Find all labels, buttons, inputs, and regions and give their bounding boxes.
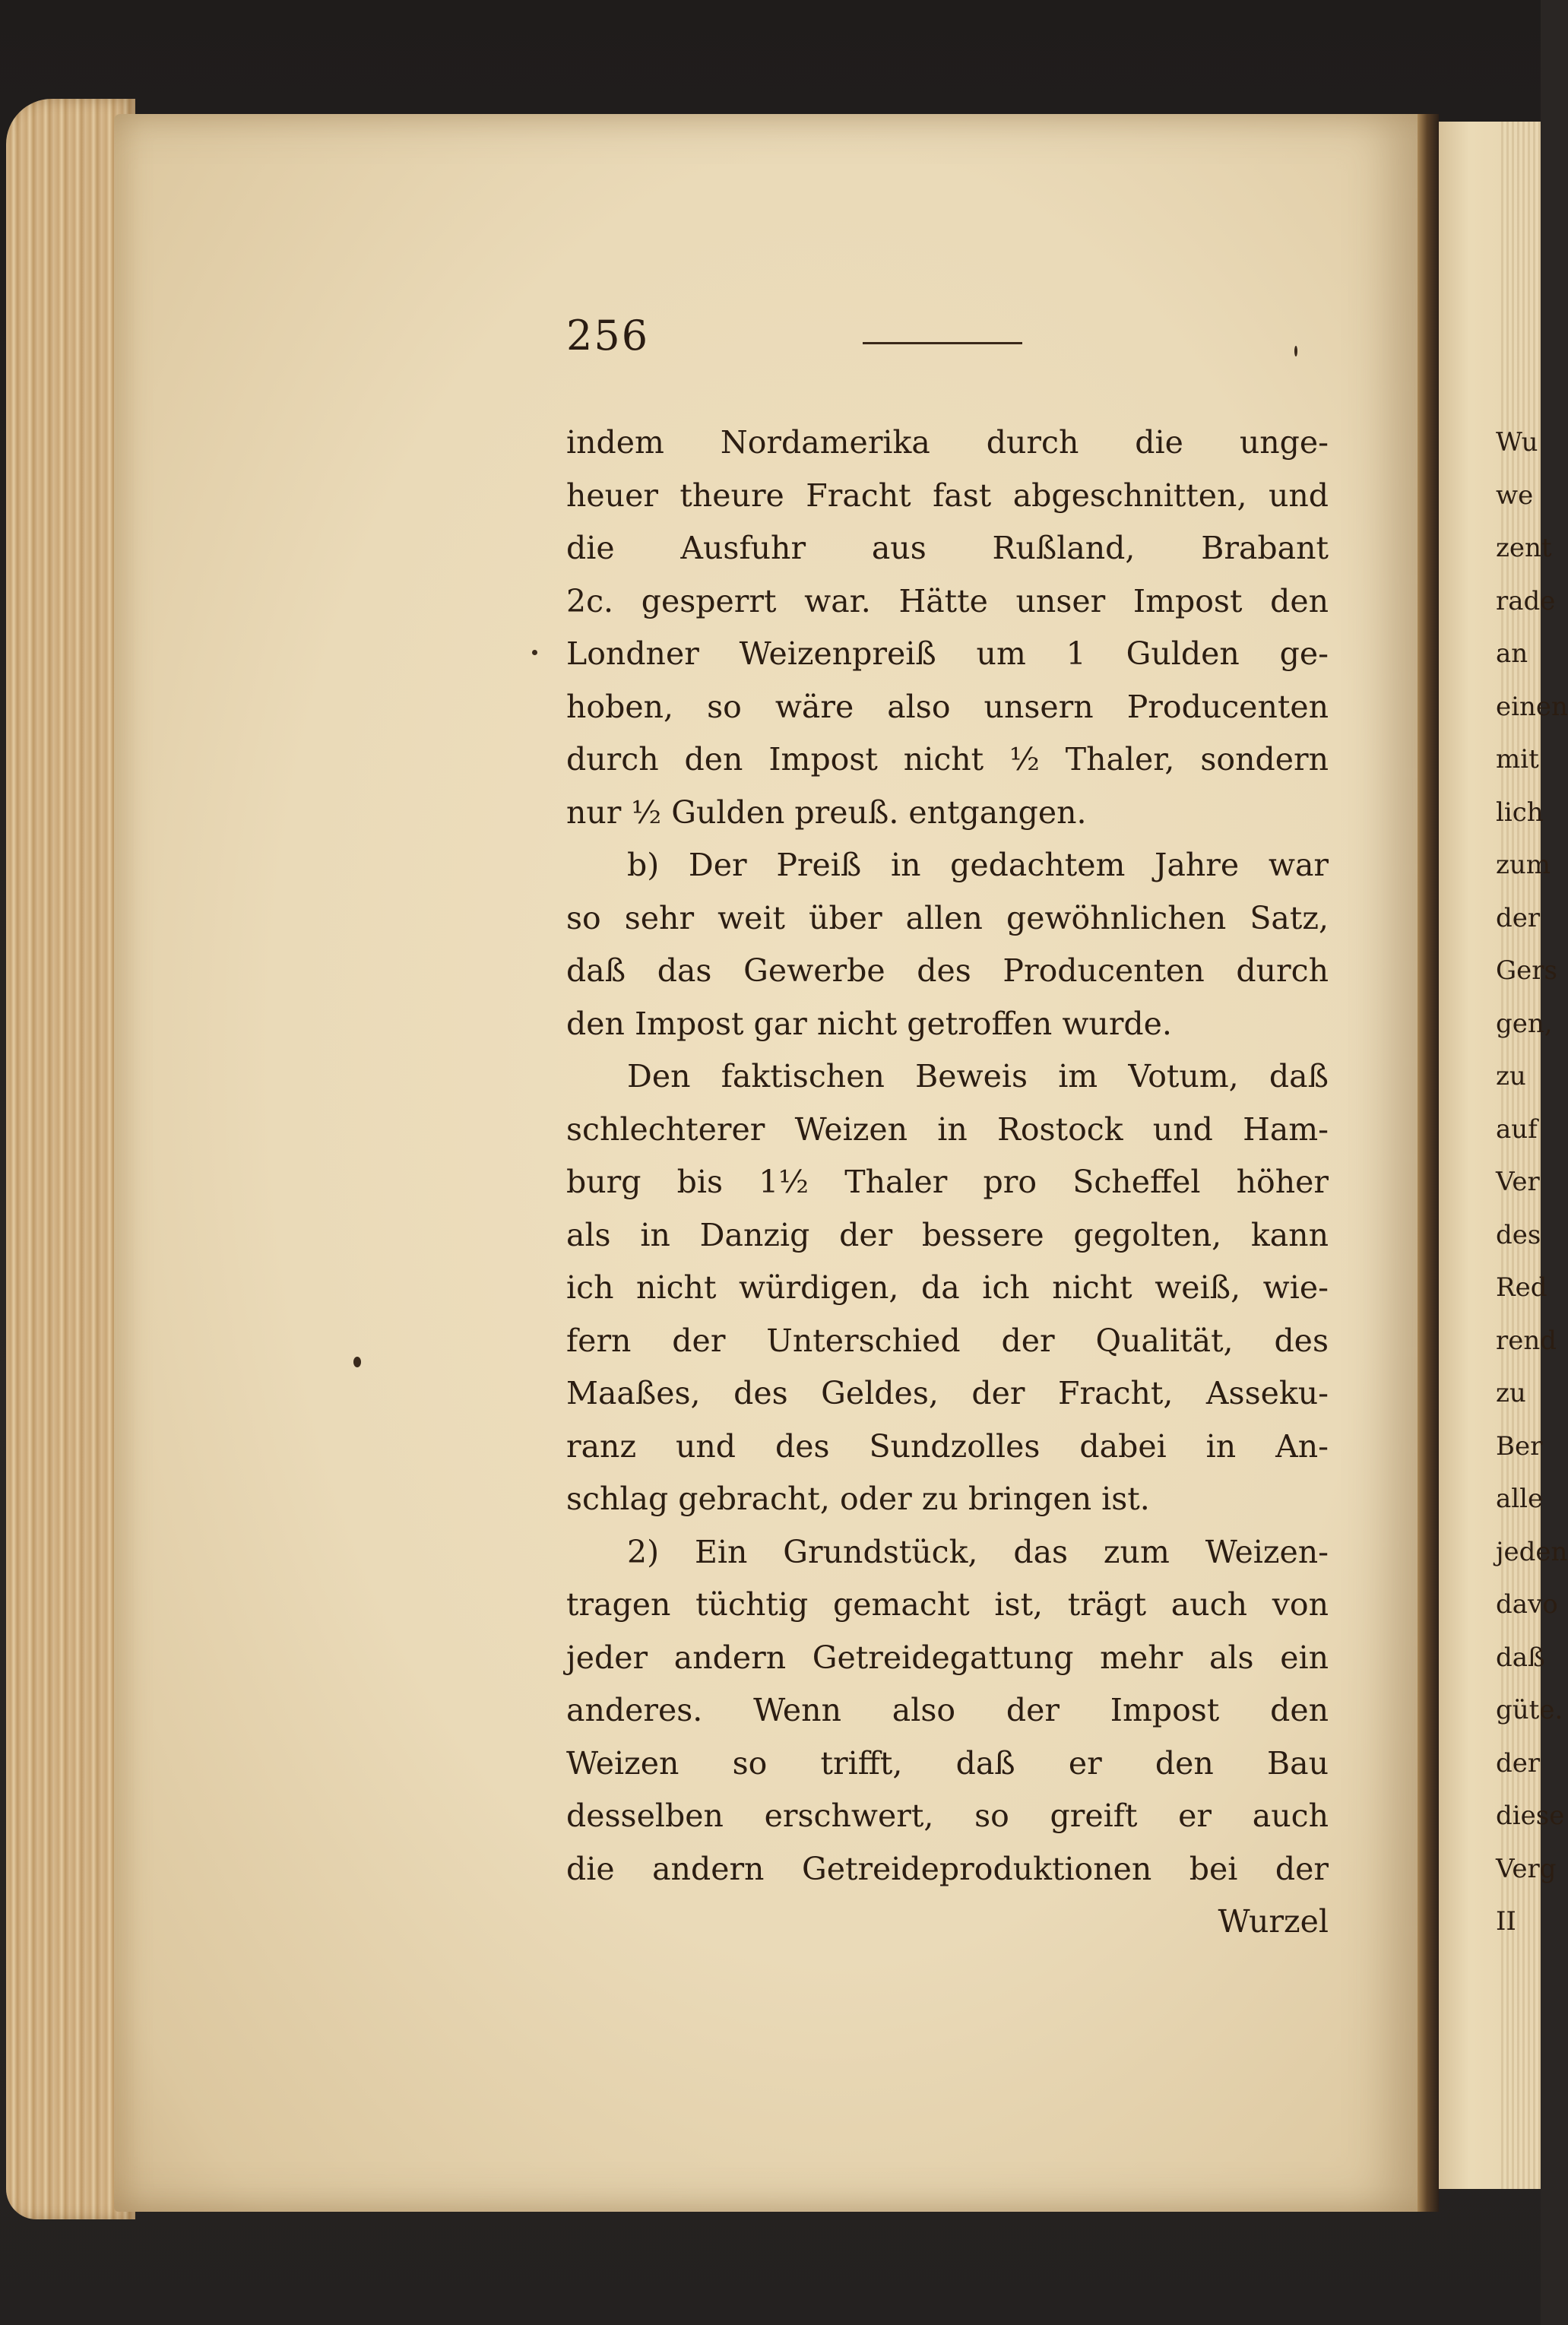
facing-page-text [1496, 417, 1568, 1949]
text-line: tragen tüchtig gemacht ist, trägt auch von [566, 1586, 1329, 1623]
facing-line: der [1496, 1747, 1541, 1779]
text-line: 2c. gesperrt war. Hätte unser Impost den [566, 582, 1329, 619]
facing-line: güte. [1496, 1695, 1563, 1725]
text-line: schlag gebracht, oder zu bringen ist. [566, 1481, 1150, 1517]
text-line: den Impost gar nicht getroffen wurde. [566, 1005, 1172, 1042]
facing-line: zum [1496, 850, 1551, 880]
text-line: indem Nordamerika durch die unge- [566, 424, 1329, 461]
text-line: daß das Gewerbe des Producenten durch [566, 952, 1329, 989]
ink-speck [532, 650, 537, 655]
text-line: anderes. Wenn also der Impost den [566, 1692, 1329, 1728]
facing-line: rade [1496, 585, 1556, 616]
facing-line: II [1496, 1906, 1516, 1937]
text-line: schlechterer Weizen in Rostock und Ham- [566, 1110, 1329, 1148]
running-head [566, 312, 1326, 360]
facing-line: zu [1496, 1378, 1526, 1408]
facing-line: Ber [1496, 1430, 1543, 1462]
text-line: b) Der Preiß in gedachtem Jahre war [627, 847, 1329, 883]
facing-line: zent [1496, 533, 1552, 563]
text-line: Maaßes, des Geldes, der Fracht, Asseku- [566, 1375, 1329, 1411]
text-line: Den faktischen Beweis im Votum, daß [627, 1058, 1329, 1094]
facing-line: davo [1496, 1589, 1558, 1620]
text-line: ranz und des Sundzolles dabei in An- [566, 1427, 1329, 1465]
facing-line: Wu [1496, 427, 1538, 458]
text-line: die andern Getreideproduktionen bei der [566, 1850, 1329, 1887]
page-number: 256 [566, 312, 650, 360]
facing-line: an [1496, 638, 1528, 669]
facing-line: diese [1496, 1801, 1565, 1831]
text-line: jeder andern Getreidegattung mehr als ein [566, 1639, 1329, 1676]
facing-line: mit [1496, 744, 1539, 774]
text-line: als in Danzig der bessere gegolten, kann [566, 1216, 1329, 1253]
body-text [566, 417, 1329, 1949]
facing-line: des [1496, 1219, 1541, 1250]
text-line: ich nicht würdigen, da ich nicht weiß, wie- [566, 1269, 1329, 1306]
text-line: Londner Weizenpreiß um 1 Gulden ge- [566, 635, 1329, 672]
text-line: so sehr weit über allen gewöhnlichen Satz, [566, 899, 1329, 936]
text-line: heuer theure Fracht fast abgeschnitten, und [566, 477, 1329, 514]
facing-line: we [1496, 480, 1534, 511]
facing-line: Red [1496, 1272, 1547, 1303]
text-line: burg bis 1½ Thaler pro Scheffel höher [566, 1164, 1329, 1200]
facing-line: daß [1496, 1642, 1545, 1673]
text-line: durch den Impost nicht ½ Thaler, sondern [566, 741, 1329, 778]
facing-line: jeden [1496, 1536, 1568, 1567]
facing-line: lich [1496, 797, 1544, 828]
facing-line: Ver [1496, 1167, 1540, 1197]
text-line: Weizen so trifft, daß er den Bau [566, 1744, 1329, 1782]
facing-line: rend [1496, 1325, 1557, 1356]
facing-line: einen [1496, 691, 1568, 722]
facing-line: gen, [1496, 1008, 1553, 1039]
book-gutter [1418, 114, 1439, 2212]
text-line: fern der Unterschied der Qualität, des [566, 1322, 1329, 1359]
text-line: nur ½ Gulden preuß. entgangen. [566, 793, 1087, 831]
facing-line: auf [1496, 1113, 1538, 1145]
facing-line: alle [1496, 1484, 1544, 1514]
ink-speck [353, 1357, 361, 1367]
catchword: Wurzel [1218, 1903, 1329, 1940]
facing-line: zu [1496, 1061, 1526, 1091]
facing-line: Gers [1496, 955, 1557, 986]
header-rule [863, 342, 1022, 344]
text-line: hoben, so wäre also unsern Producenten [566, 688, 1329, 725]
facing-line: Verg [1496, 1853, 1557, 1884]
text-line: 2) Ein Grundstück, das zum Weizen- [627, 1533, 1329, 1570]
facing-line: der [1496, 902, 1541, 933]
text-line: die Ausfuhr aus Rußland, Brabant [566, 530, 1329, 566]
text-line: desselben erschwert, so greift er auch [566, 1798, 1329, 1834]
